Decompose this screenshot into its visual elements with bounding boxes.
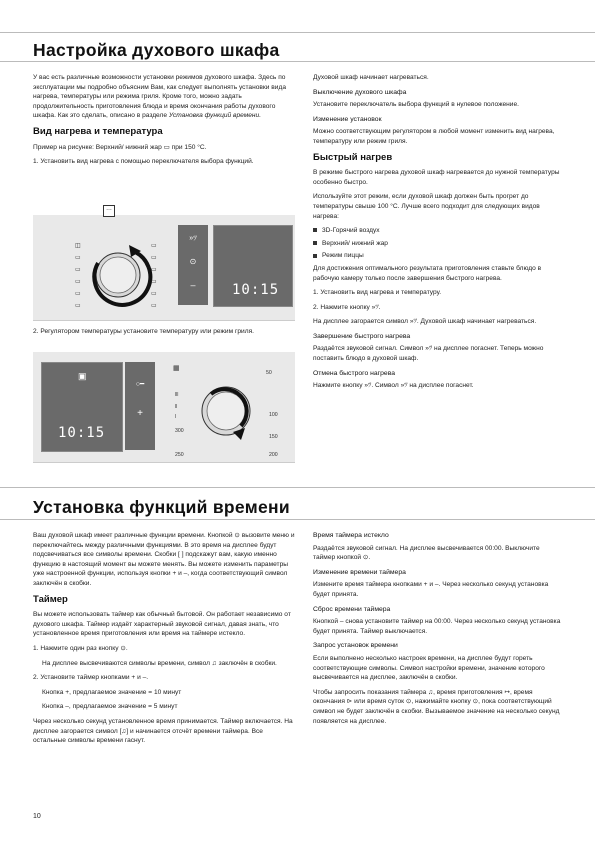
fast-text-3: Для достижения оптимального результата приготовления ставьте блюдо в рабочую камеру только после завершения быстрого нагрева.	[313, 264, 542, 282]
svg-text:▭: ▭	[151, 302, 157, 309]
step-2: 2. Регулятором температуры установите температуру или режим гриля.	[33, 328, 254, 335]
display-time: 10:15	[232, 282, 280, 298]
timer-change-text: Измените время таймера кнопками + и –. Через несколько секунд установка будет принята.	[313, 581, 549, 598]
title-rule	[0, 61, 595, 62]
page-number: 10	[33, 813, 41, 820]
scale-200: 200	[269, 452, 278, 458]
expired-text: Раздаётся звуковой сигнал. На дисплее высвечивается 00:00. Выключите таймер кнопкой ⊙.	[313, 544, 540, 562]
display-time-2: 10:15	[58, 425, 106, 441]
left-column-1	[33, 73, 291, 172]
cancel-heading: Отмена быстрого нагрева	[313, 369, 396, 377]
timer-heading: Таймер	[33, 593, 68, 605]
svg-text:l: l	[175, 414, 177, 420]
right-column-1	[313, 73, 563, 396]
example-text: Пример на рисунке: Верхний/ нижний жар ▭ при 150 °C.	[33, 143, 207, 151]
reset-text: Кнопкой – снова установите таймер на 00:00. Через несколько секунд установка будет принята. Таймер выключается.	[313, 618, 561, 635]
fast-step-2: 2. Нажмите кнопку »ﾂ.	[313, 303, 381, 311]
timer-change-heading: Изменение времени таймера	[313, 568, 406, 576]
query-text-1: Если выполнено несколько настроек времени, на дисплее будут гореть соответствующие символы. Символ настройки времени, значение которого высвечивается на дисплее, заключён в скобки.	[313, 654, 545, 682]
section-title-oven-settings: Настройка духового шкафа	[33, 40, 280, 60]
top-rule	[0, 32, 595, 33]
function-knob[interactable]	[73, 233, 163, 315]
svg-text:lll: lll	[175, 392, 179, 398]
reset-heading: Сброс времени таймера	[313, 605, 391, 613]
step-1: 1. Установить вид нагрева с помощью переключателя выбора функций.	[33, 158, 254, 166]
svg-text:▭: ▭	[151, 278, 157, 285]
fast-heat-button[interactable]: »ﾂ	[189, 235, 197, 242]
svg-text:◫: ◫	[75, 242, 81, 249]
grill-icon: ▦	[173, 365, 180, 372]
step-2-block	[33, 327, 295, 342]
left-column-2	[33, 531, 295, 751]
svg-text:▭: ▭	[75, 302, 81, 309]
clock-button[interactable]: ⊙	[189, 257, 197, 266]
minus-button[interactable]: –	[190, 280, 196, 290]
oven-icon: ▣	[78, 371, 87, 381]
temperature-knob[interactable]	[171, 356, 293, 460]
intro-text: У вас есть различные возможности установки режимов духового шкафа. Здесь по эксплуатации мы подробно объясним Вам, как следует выполнять установки вида нагрева, температуры или режима гриля. Кроме того, можно задать продолжительность приготовления блюда и время окончания работы духового шкафа. Как это сделать, описано в разделе Установка функций времени.	[33, 74, 287, 120]
timer-end: Через несколько секунд установленное время принимается. Таймер включается. На дисплее загорается символ [♫] и начинается отсчёт времени таймера. Все остальные символы времени гаснут.	[33, 717, 293, 745]
svg-text:▭: ▭	[75, 254, 81, 261]
svg-text:▭: ▭	[151, 290, 157, 297]
svg-text:ll: ll	[175, 404, 178, 410]
scale-150: 150	[269, 434, 278, 440]
button-strip	[178, 225, 208, 305]
timer-minus: Кнопка –, предлагаемое значение = 5 минут	[42, 703, 178, 711]
fast-heading: Быстрый нагрев	[313, 151, 393, 163]
expired-heading: Время таймера истекло	[313, 532, 389, 539]
display-2	[41, 362, 123, 452]
section2-top-rule	[0, 487, 595, 488]
display-1	[213, 225, 293, 307]
svg-text:▭: ▭	[75, 266, 81, 273]
off-text: Установите переключатель выбора функций в нулевое положение.	[313, 101, 519, 109]
off-heading: Выключение духового шкафа	[313, 88, 407, 96]
fast-text-4: На дисплее загорается символ »ﾂ. Духовой шкаф начинает нагреваться.	[313, 318, 537, 326]
query-heading: Запрос установок времени	[313, 642, 398, 650]
timer-text: Вы можете использовать таймер как обычный бытовой. Он работает независимо от духового шкафа. Таймер издаёт характерный звуковой сигнал, давая знать, что установленное время приготовления или время на таймере истекло.	[33, 611, 291, 638]
selector-symbol: …	[103, 205, 115, 217]
svg-text:▭: ▭	[75, 290, 81, 297]
cancel-text: Нажмите кнопку »ﾂ. Символ »ﾂ на дисплее погаснет.	[313, 382, 474, 390]
svg-text:▭: ▭	[151, 266, 157, 273]
change-text: Можно соответствующим регулятором в любой момент изменить вид нагрева, температуру или режим гриля.	[313, 128, 555, 145]
change-heading: Изменение установок	[313, 115, 382, 123]
key-button[interactable]: ○━	[135, 381, 145, 388]
svg-text:▭: ▭	[151, 242, 157, 249]
fast-text-2: Используйте этот режим, если духовой шкаф должен быть прогрет до температуры свыше 100 °C. Лучше всего подходит для следующих видов нагрева:	[313, 193, 540, 220]
heat-heading: Вид нагрева и температура	[33, 125, 163, 137]
timer-step-1: 1. Нажмите один раз кнопку ⊙.	[33, 644, 128, 652]
end-heading: Завершение быстрого нагрева	[313, 332, 411, 340]
query-text-2: Чтобы запросить показания таймера ♫, время приготовления ↦, время окончания ⊳ или время суток ⊙, нажимайте кнопку ⊙, пока соответствующий символ не будет заключён в скобки. Вызываемое значение на несколько секунд появляется на дисплее.	[313, 688, 560, 725]
svg-text:▭: ▭	[151, 254, 157, 261]
control-panel-1	[33, 206, 295, 321]
scale-100: 100	[269, 412, 278, 418]
plus-button[interactable]: +	[137, 408, 143, 419]
control-panel-2	[33, 352, 295, 463]
heating-start: Духовой шкаф начинает нагреваться.	[313, 74, 429, 81]
scale-250: 250	[175, 452, 184, 458]
section2-title-rule	[0, 519, 595, 520]
scale-300: 300	[175, 428, 184, 434]
button-strip-2	[125, 362, 155, 450]
svg-text:▭: ▭	[75, 278, 81, 285]
scale-50: 50	[266, 370, 272, 376]
bullet-1: 3D-Горячий воздух	[313, 226, 563, 236]
bullet-2: Верхний/ нижний жар	[313, 239, 563, 249]
fast-text-1: В режиме быстрого нагрева духовой шкаф нагревается до нужной температуры особенно быстро.	[313, 169, 560, 186]
right-column-2	[313, 531, 563, 731]
fast-step-1: 1. Установить вид нагрева и температуру.	[313, 289, 442, 297]
section-title-time-functions: Установка функций времени	[33, 497, 290, 517]
bullet-3: Режим пиццы	[313, 251, 563, 261]
timer-plus: Кнопка +, предлагаемое значение = 10 минут	[42, 688, 182, 696]
end-text: Раздаётся звуковой сигнал. Символ »ﾂ на дисплее погаснет. Теперь можно поставить блюдо в духовой шкаф.	[313, 345, 544, 363]
timer-step-1b: На дисплее высвечиваются символы времени, символ ♫ заключён в скобки.	[42, 659, 277, 667]
time-intro: Ваш духовой шкаф имеет различные функции времени. Кнопкой ⊙ вызовите меню и переключайтесь между различными функциями. В это время на дисплее будут подсвечиваться все символы времени. Скобки [ ] подскажут вам, какую именно функцию в настоящий момент вы можете менять. Вы можете изменить параметры уже настроенной функции, используя кнопки + и –, когда соответствующий символ заключён в скобки.	[33, 532, 295, 587]
timer-step-2: 2. Установите таймер кнопками + и –.	[33, 674, 149, 682]
